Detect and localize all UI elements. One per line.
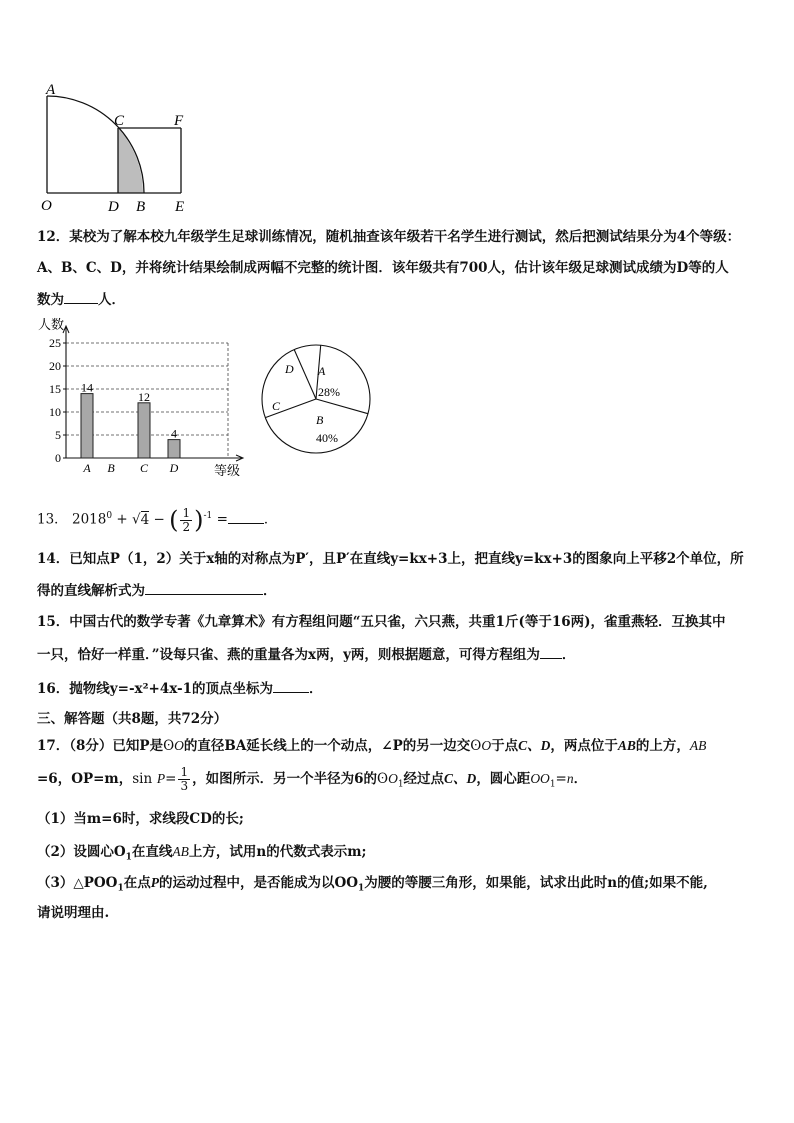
label-O: O (41, 198, 52, 214)
left-paren: ( (169, 506, 179, 534)
q17-l1j: AB (617, 738, 636, 753)
q16-pre: 16．抛物线y=-x²+4x-1的顶点坐标为 (37, 681, 274, 697)
q17-p3a: （3）△POO (37, 875, 118, 891)
q17-l2k: OO (530, 771, 550, 786)
answer-blank-15[interactable] (540, 644, 562, 659)
right-paren: ) (194, 506, 204, 534)
x-axis-label: 等级 (214, 463, 241, 478)
q17-l1l: AB (689, 738, 707, 753)
pie-label-A: A (318, 364, 326, 378)
bar-value-label: 4 (171, 426, 177, 441)
q17-l2i: C、D (444, 771, 477, 786)
x-tick-label: C (139, 461, 149, 475)
q17-part3 (37, 873, 708, 899)
q13-exp-neg: -1 (203, 511, 213, 521)
q13-sqrt-arg: 4 (140, 511, 150, 528)
q17-l2k-sub: 1 (549, 779, 556, 790)
q16-post: ． (309, 681, 323, 697)
q17-l2h: 经过点 (403, 771, 445, 787)
q15-line2-post: ． (561, 647, 576, 663)
label-D: D (108, 199, 119, 214)
pie-slice-boundary (316, 399, 368, 414)
q17-p2a: （2）设圆心O (37, 844, 126, 860)
answer-blank-12[interactable] (64, 289, 98, 304)
pie-label-B: B (316, 413, 324, 427)
q17-p2d: 上方，试用n的代数式表示m; (188, 844, 367, 860)
q17-part2 (37, 842, 367, 868)
q16-line (37, 678, 323, 699)
pie-percent-A: 28% (318, 385, 340, 399)
circle-symbol: ʘ (376, 771, 389, 787)
q13-end: ． (263, 511, 278, 528)
pie-chart (256, 344, 378, 456)
y-tick-label: 15 (49, 382, 61, 396)
section3-title: 三、解答题（共8题，共72分） (37, 711, 228, 727)
q15-line1: 15．中国古代的数学专著《九章算术》有方程组问题“五只雀，六只燕，共重1斤(等于16两)，雀重燕轻．互换其中 (37, 614, 726, 630)
q17-l2j: ，圆心距 (476, 771, 531, 787)
q17-sin: sin (132, 771, 153, 787)
pie-percent-B: 40% (316, 431, 338, 445)
q12-line1: 12．某校为了解本校九年级学生足球训练情况，随机抽查该年级若干名学生进行测试，然后把测试结果分为4个等级： (37, 229, 741, 245)
q15-line2 (37, 644, 575, 665)
bar-A (81, 394, 93, 458)
q17-l2a: =6，OP=m， (37, 771, 133, 787)
pie-slice-boundary (294, 350, 316, 399)
q17-frac-num: 1 (180, 765, 189, 779)
q17-l2e: ，如图所示．另一个半径为6的 (192, 771, 377, 787)
q17-l1d: 的直径BA延长线上的一个动点，∠P的另一边交 (183, 738, 471, 754)
bar-C (138, 403, 150, 458)
y-tick-label: 10 (49, 405, 61, 419)
pie-label-D: D (285, 362, 294, 376)
q17-p2b: 在直线 (131, 844, 173, 860)
q17-frac-den: 3 (180, 779, 189, 793)
q17-line2 (37, 764, 587, 794)
q13-plus: + (116, 511, 128, 528)
bar-D (168, 440, 180, 458)
q13-frac-den: 2 (182, 519, 191, 534)
q13-exp0: 0 (106, 511, 113, 521)
geometry-figure (36, 82, 196, 214)
label-A: A (46, 82, 56, 98)
x-tick-label: A (83, 461, 91, 475)
label-B: B (136, 199, 146, 214)
q13-minus: − (153, 511, 165, 528)
answer-blank-16[interactable] (273, 678, 309, 693)
q17-p2c: AB (172, 844, 189, 859)
q17-l2g-sub: 1 (397, 779, 404, 790)
q12-line3-post: 人． (98, 292, 125, 308)
q12-line3-pre: 数为 (37, 292, 64, 308)
x-tick-label: D (169, 461, 179, 475)
q13-base: 2018 (71, 511, 107, 528)
q17-l2m: n (566, 771, 574, 786)
circle-symbol: ʘ (163, 738, 175, 754)
q13-frac-num: 1 (182, 505, 191, 520)
q17-line1 (37, 736, 706, 756)
q17-part1: （1）当m=6时，求线段CD的长; (37, 811, 244, 827)
q17-p2a-sub: 1 (125, 852, 132, 863)
q17-p3b: 在点 (123, 875, 151, 891)
y-tick-label: 5 (55, 428, 61, 442)
q14-line1: 14．已知点P（1，2）关于x轴的对称点为P′，且P′在直线y=kx+3上，把直线y=kx+3的图象向上平移2个单位，所 (37, 551, 744, 567)
q14-line2-pre: 得的直线解析式为 (37, 583, 145, 599)
q17-p3a-sub: 1 (117, 883, 124, 894)
q17-l2l: = (555, 771, 567, 787)
q17-p3e: 为腰的等腰三角形，如果能，试求出此时n的值;如果不能, (364, 875, 708, 891)
y-tick-label: 25 (49, 336, 61, 350)
label-E: E (175, 199, 185, 214)
q17-l1a: 17．（8分）已知P是 (37, 738, 164, 754)
bar-chart (36, 313, 248, 478)
q17-p3c: P (150, 875, 159, 890)
q12-line3 (37, 289, 125, 310)
q17-l1k: 的上方， (635, 738, 690, 754)
sqrt-sign: √ (131, 511, 141, 528)
q14-line2 (37, 580, 277, 601)
q17-part3-cont: 请说明理由. (37, 905, 110, 921)
q17-l1g: 于点 (491, 738, 519, 754)
q17-p3d-sub: 1 (358, 883, 365, 894)
circle-symbol: ʘ (470, 738, 482, 754)
q15-line2-pre: 一只，恰好一样重．”设每只雀、燕的重量各为x两，y两，则根据题意，可得方程组为 (37, 647, 540, 663)
q12-line2: A、B、C、D，并将统计结果绘制成两幅不完整的统计图．该年级共有700人，估计该年级足球测试成绩为D等的人 (37, 260, 729, 276)
q17-l1f: O (481, 738, 492, 753)
q13-eq: = (216, 511, 228, 528)
y-tick-label: 20 (49, 359, 61, 373)
y-axis-label: 人数 (38, 317, 65, 332)
q14-line2-post: ． (263, 583, 277, 599)
shaded-region (118, 128, 143, 193)
bar-value-label: 12 (138, 389, 150, 404)
x-tick-label: B (107, 461, 115, 475)
label-F: F (174, 113, 184, 129)
label-C: C (114, 113, 125, 129)
q17-fraction (178, 766, 190, 793)
q17-l1i: ，两点位于 (550, 738, 618, 754)
bar-value-label: 14 (81, 380, 93, 395)
q13-number: 13． (37, 511, 68, 528)
pie-label-C: C (272, 399, 281, 413)
answer-blank-13[interactable] (228, 509, 264, 524)
q17-l2n: ． (573, 771, 588, 787)
q17-l1h: C、D (518, 738, 551, 753)
y-tick-label: 0 (55, 451, 61, 465)
q17-l1c: O (174, 738, 184, 753)
q17-p3d: 的运动过程中，是否能成为以OO (158, 875, 358, 891)
q13-fraction (180, 507, 192, 534)
q17-l2c: P (156, 771, 166, 786)
q17-l2g: O (388, 771, 398, 786)
q13-expression (37, 502, 278, 534)
answer-blank-14[interactable] (145, 580, 263, 595)
q17-l2d: = (165, 771, 177, 787)
